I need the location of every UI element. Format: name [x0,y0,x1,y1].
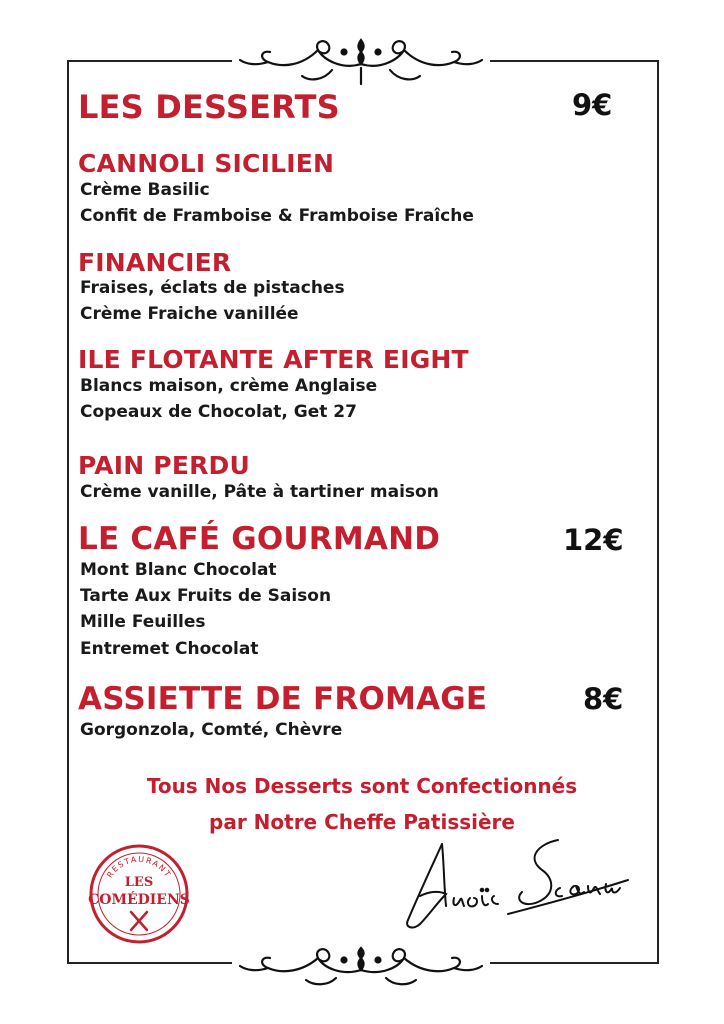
logo-main-text: COMÉDIENS [88,892,190,908]
item-desc-line: Crème vanille, Pâte à tartiner maison [80,482,439,502]
cafe-gourmand-title: LE CAFÉ GOURMAND [78,521,441,557]
footer-note-line: par Notre Cheffe Patissière [209,810,515,834]
item-name-pain-perdu: PAIN PERDU [78,451,251,480]
restaurant-logo [87,842,191,946]
item-desc-line: Blancs maison, crème Anglaise [80,376,378,396]
logo-top-text: RESTAURANT [105,854,173,880]
cafe-item-line: Tarte Aux Fruits de Saison [80,586,332,606]
cafe-gourmand-price: 12€ [563,523,624,557]
item-desc-line: Crème Basilic [80,180,210,200]
footer-note-line: Tous Nos Desserts sont Confectionnés [146,774,578,798]
item-desc-line: Fraises, éclats de pistaches [80,278,345,298]
top-flourish-icon [232,30,490,92]
item-name-cannoli: CANNOLI SICILIEN [78,149,335,178]
cafe-item-line: Mont Blanc Chocolat [80,560,277,580]
page-title: LES DESSERTS [78,88,340,126]
fromage-title: ASSIETTE DE FROMAGE [78,681,488,717]
item-desc-line: Copeaux de Chocolat, Get 27 [80,402,357,422]
logo-mid-text: LES [124,875,154,890]
fromage-item-line: Gorgonzola, Comté, Chèvre [80,720,343,740]
signature [398,836,638,936]
fromage-price: 8€ [583,682,624,716]
desserts-price: 9€ [572,88,613,122]
cafe-item-line: Entremet Chocolat [80,639,259,659]
item-name-financier: FINANCIER [78,248,232,277]
bottom-flourish-icon [232,940,490,992]
cafe-item-line: Mille Feuilles [80,612,206,632]
item-desc-line: Crème Fraiche vanillée [80,304,299,324]
item-name-ile-flotante: ILE FLOTANTE AFTER EIGHT [78,345,469,374]
item-desc-line: Confit de Framboise & Framboise Fraîche [80,206,474,226]
